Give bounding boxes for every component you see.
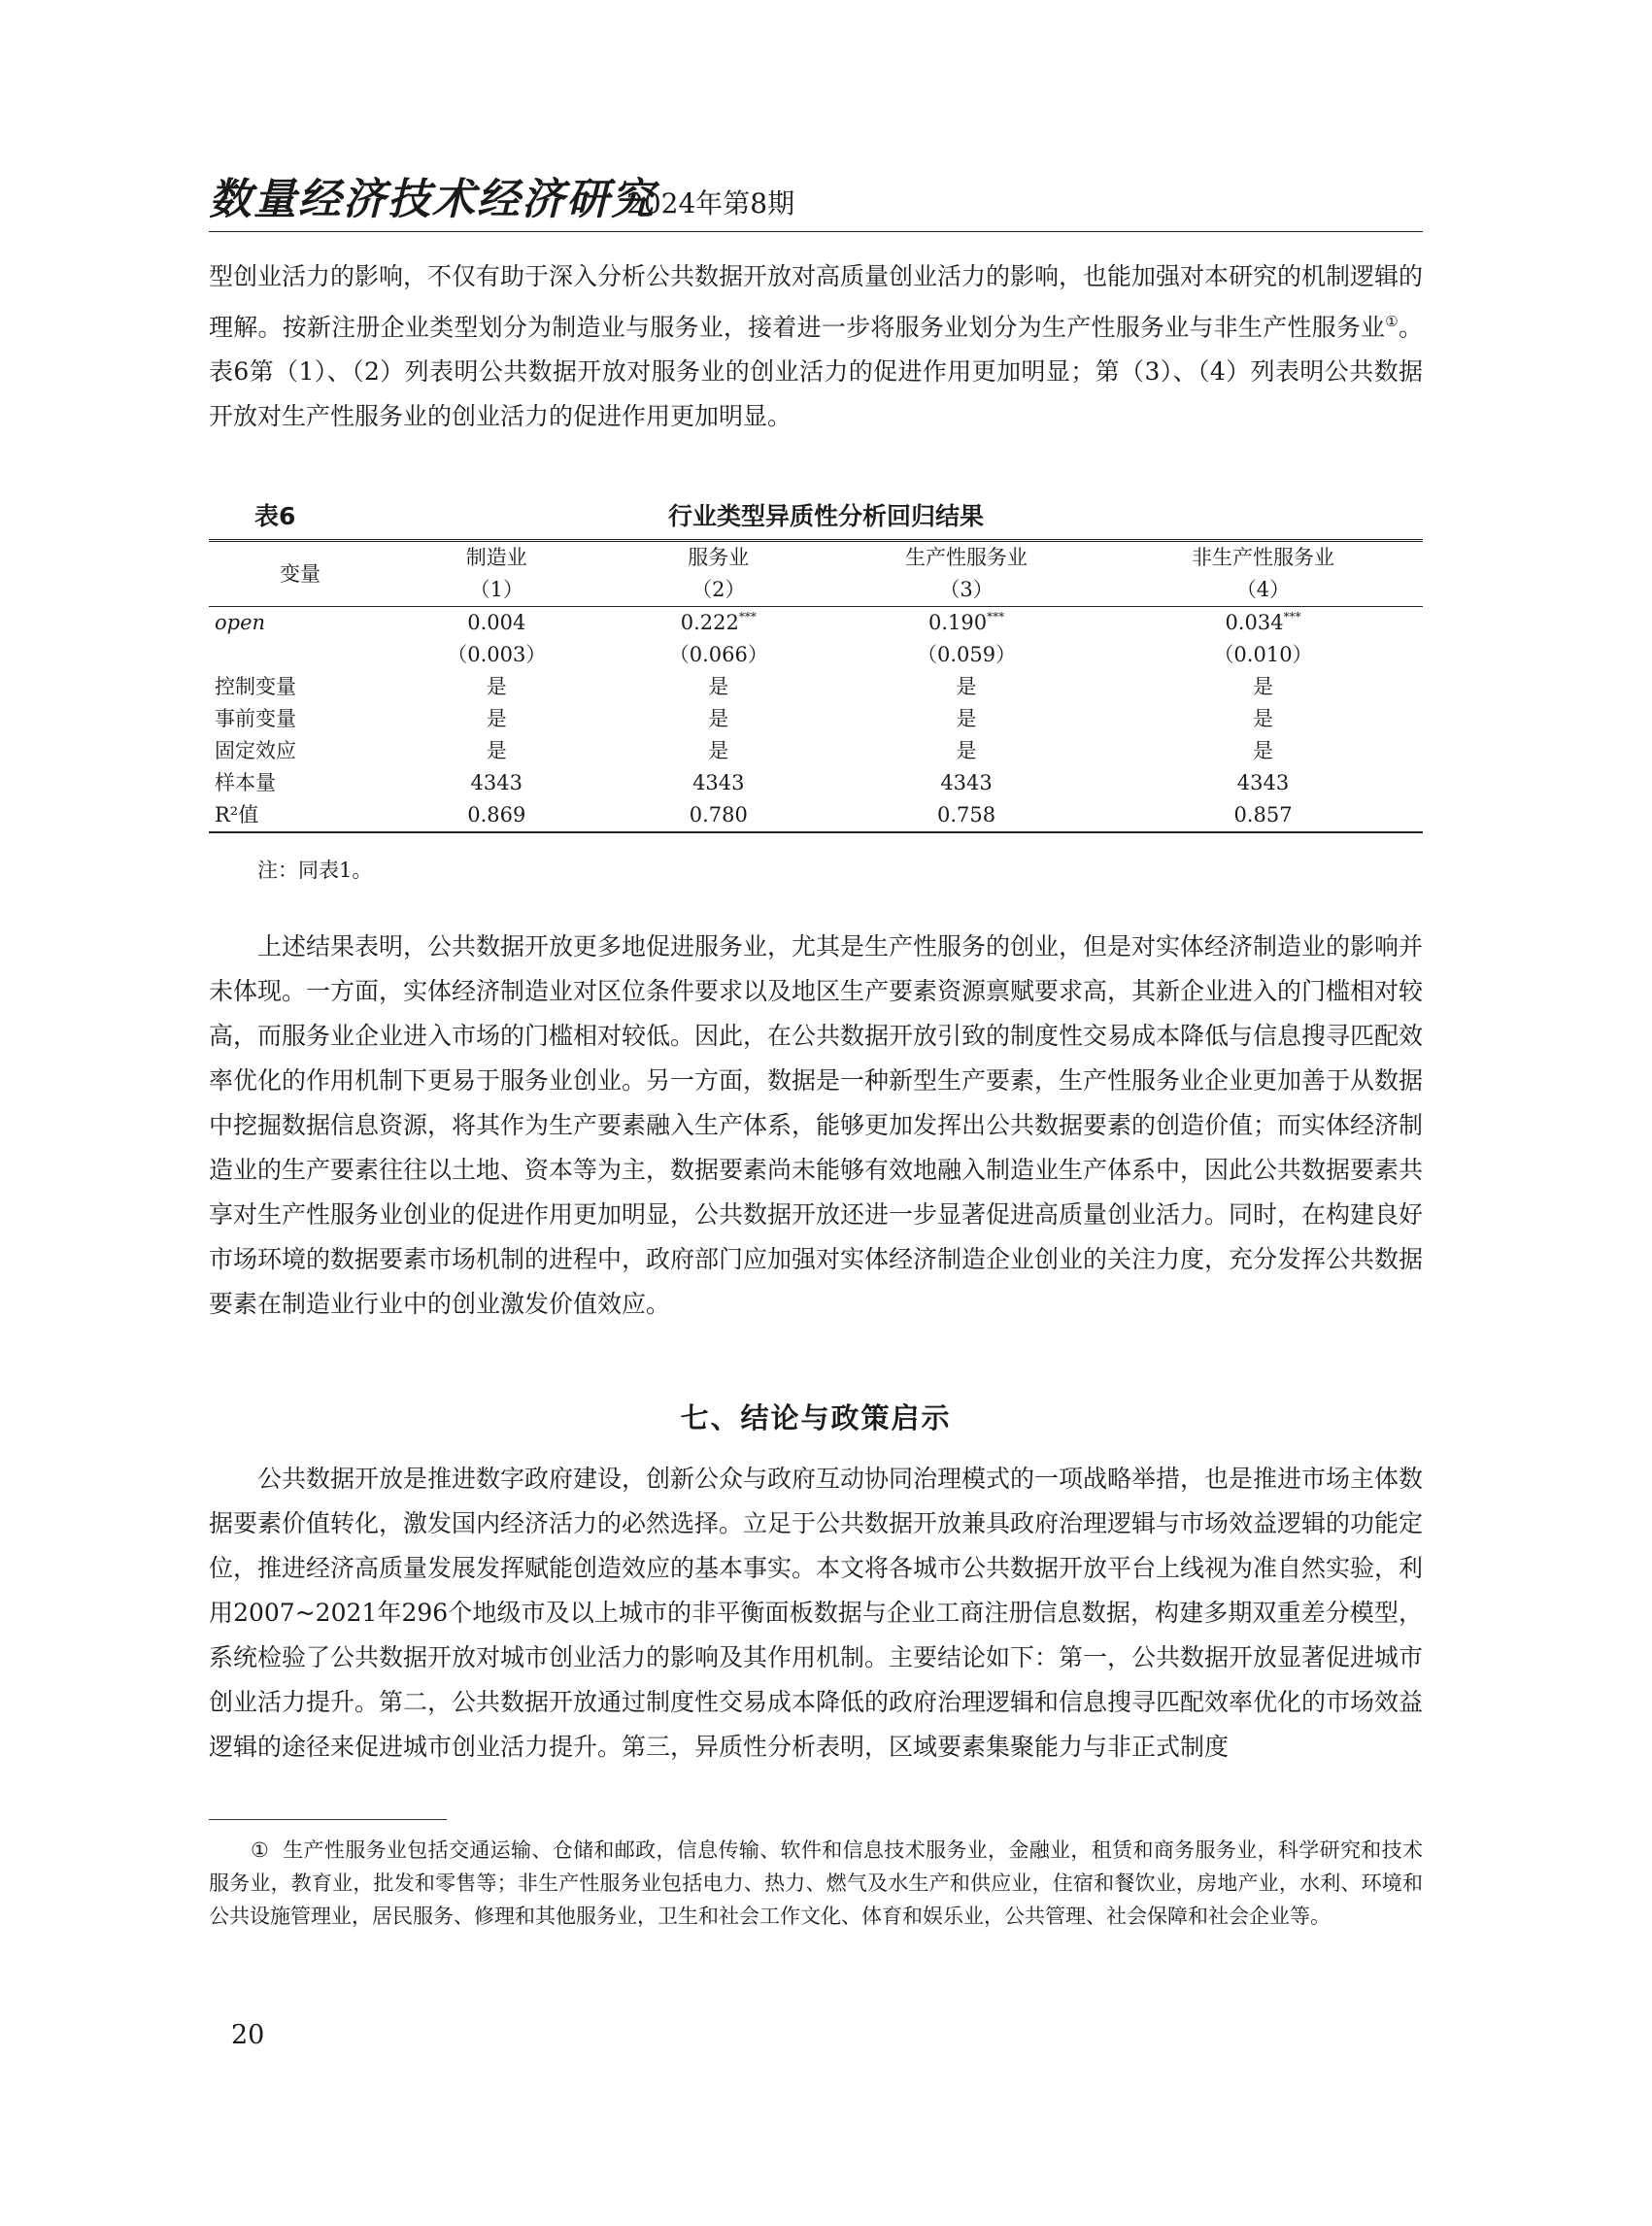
row-label: 样本量 <box>215 771 276 794</box>
col-num: （1） <box>469 578 523 601</box>
row-label: 固定效应 <box>215 739 296 762</box>
table-row-controls: 控制变量 是 是 是 是 <box>209 671 1423 703</box>
se-cell: （0.066） <box>668 643 768 666</box>
table-header-row <box>209 541 1423 575</box>
coef-cell: 0.222*** <box>608 607 830 640</box>
row-label: 事前变量 <box>215 707 296 730</box>
row-label: open <box>209 607 386 640</box>
col-num: （3） <box>939 578 994 601</box>
row-label: 控制变量 <box>215 675 296 698</box>
page-number: 20 <box>231 2020 265 2050</box>
var-header: 变量 <box>209 541 386 607</box>
table-title: 行业类型异质性分析回归结果 <box>667 502 984 530</box>
se-cell: （0.010） <box>1213 643 1313 666</box>
row-label: R²值 <box>209 799 386 832</box>
footnote-text: 生产性服务业包括交通运输、仓储和邮政，信息传输、软件和信息技术服务业，金融业，租赁和商务服务业，科学研究和技术服务业，教育业，批发和零售等；非生产性服务业包括电力、热力、燃气及水生产和供应业，住宿和餐饮业，房地产业，水利、环境和公共设施管理业，居民服务、修理和其他服务业，卫生和社会工作文化、体育和娱乐业，公共管理、社会保障和社会企业等。 <box>209 1838 1424 1928</box>
footnote-ref: ① <box>1385 313 1399 330</box>
paragraph-intro <box>209 254 1423 439</box>
col-name: 制造业 <box>386 541 608 575</box>
footnote <box>209 1834 1423 1933</box>
footnote-mark: ① <box>251 1838 270 1862</box>
running-header <box>209 173 1423 231</box>
col-name: 生产性服务业 <box>829 541 1103 575</box>
coef-cell: 0.034*** <box>1103 607 1423 640</box>
table-row-r2: R²值 0.869 0.780 0.758 0.857 <box>209 799 1423 832</box>
journal-title: 数量经济技术经济研究 <box>209 175 656 224</box>
table-label: 表6 <box>254 502 296 530</box>
paragraph-conclusion: 公共数据开放是推进数字政府建设，创新公众与政府互动协同治理模式的一项战略举措，也是推进市场主体数据要素价值转化，激发国内经济活力的必然选择。立足于公共数据开放兼具政府治理逻辑与市场效益逻辑的功能定位，推进经济高质量发展发挥赋能创造效应的基本事实。本文将各城市公共数据开放平台上线视为准自然实验，利用2007~2021年296个地级市及以上城市的非平衡面板数据与企业工商注册信息数据，构建多期双重差分模型，系统检验了公共数据开放对城市创业活力的影响及其作用机制。主要结论如下：第一，公共数据开放显著促进城市创业活力提升。第二，公共数据开放通过制度性交易成本降低的政府治理逻辑和信息搜寻匹配效率优化的市场效益逻辑的途径来促进城市创业活力提升。第三，异质性分析表明，区域要素集聚能力与非正式制度 <box>209 1465 1424 1761</box>
header-rule <box>209 231 1423 232</box>
footnote-rule <box>209 1819 447 1820</box>
col-name: 非生产性服务业 <box>1103 541 1423 575</box>
col-name: 服务业 <box>608 541 830 575</box>
col-num: （2） <box>691 578 746 601</box>
se-cell: （0.003） <box>447 643 547 666</box>
section-heading: 七、结论与政策启示 <box>680 1401 952 1434</box>
table-note: 注：同表1。 <box>257 859 373 882</box>
table-row-open <box>209 607 1423 640</box>
paragraph-intro-tail: 。表6第（1）、（2）列表明公共数据开放对服务业的创业活力的促进作用更加明显；第（3）、（4）列表明公共数据开放对生产性服务业的创业活力的促进作用更加明显。 <box>209 313 1423 431</box>
table-colnum-row <box>209 574 1423 607</box>
coef-cell: 0.190*** <box>829 607 1103 640</box>
coef-cell: 0.004 <box>386 607 608 640</box>
se-cell: （0.059） <box>916 643 1017 666</box>
table-row-se <box>209 639 1423 671</box>
paragraph-results: 上述结果表明，公共数据开放更多地促进服务业，尤其是生产性服务的创业，但是对实体经济制造业的影响并未体现。一方面，实体经济制造业对区位条件要求以及地区生产要素资源禀赋要求高，其新企业进入的门槛相对较高，而服务业企业进入市场的门槛相对较低。因此，在公共数据开放引致的制度性交易成本降低与信息搜寻匹配效率优化的作用机制下更易于服务业创业。另一方面，数据是一种新型生产要素，生产性服务业企业更加善于从数据中挖掘数据信息资源，将其作为生产要素融入生产体系，能够更加发挥出公共数据要素的创造价值；而实体经济制造业的生产要素往往以土地、资本等为主，数据要素尚未能够有效地融入制造业生产体系中，因此公共数据要素共享对生产性服务业创业的促进作用更加明显，公共数据开放还进一步显著促进高质量创业活力。同时，在构建良好市场环境的数据要素市场机制的进程中，政府部门应加强对实体经济制造企业创业的关注力度，充分发挥公共数据要素在制造业行业中的创业激发价值效应。 <box>209 932 1424 1318</box>
col-num: （4） <box>1235 578 1291 601</box>
regression-table <box>209 539 1423 833</box>
table-row-n: 样本量 4343 4343 4343 4343 <box>209 767 1423 799</box>
table-row-pre: 事前变量 是 是 是 是 <box>209 703 1423 735</box>
table-row-fe: 固定效应 是 是 是 是 <box>209 735 1423 767</box>
paragraph-intro-text: 型创业活力的影响，不仅有助于深入分析公共数据开放对高质量创业活力的影响，也能加强对本研究的机制逻辑的理解。按新注册企业类型划分为制造业与服务业，接着进一步将服务业划分为生产性服务业与非生产性服务业 <box>209 262 1424 342</box>
issue-label: 2024年第8期 <box>626 187 795 219</box>
